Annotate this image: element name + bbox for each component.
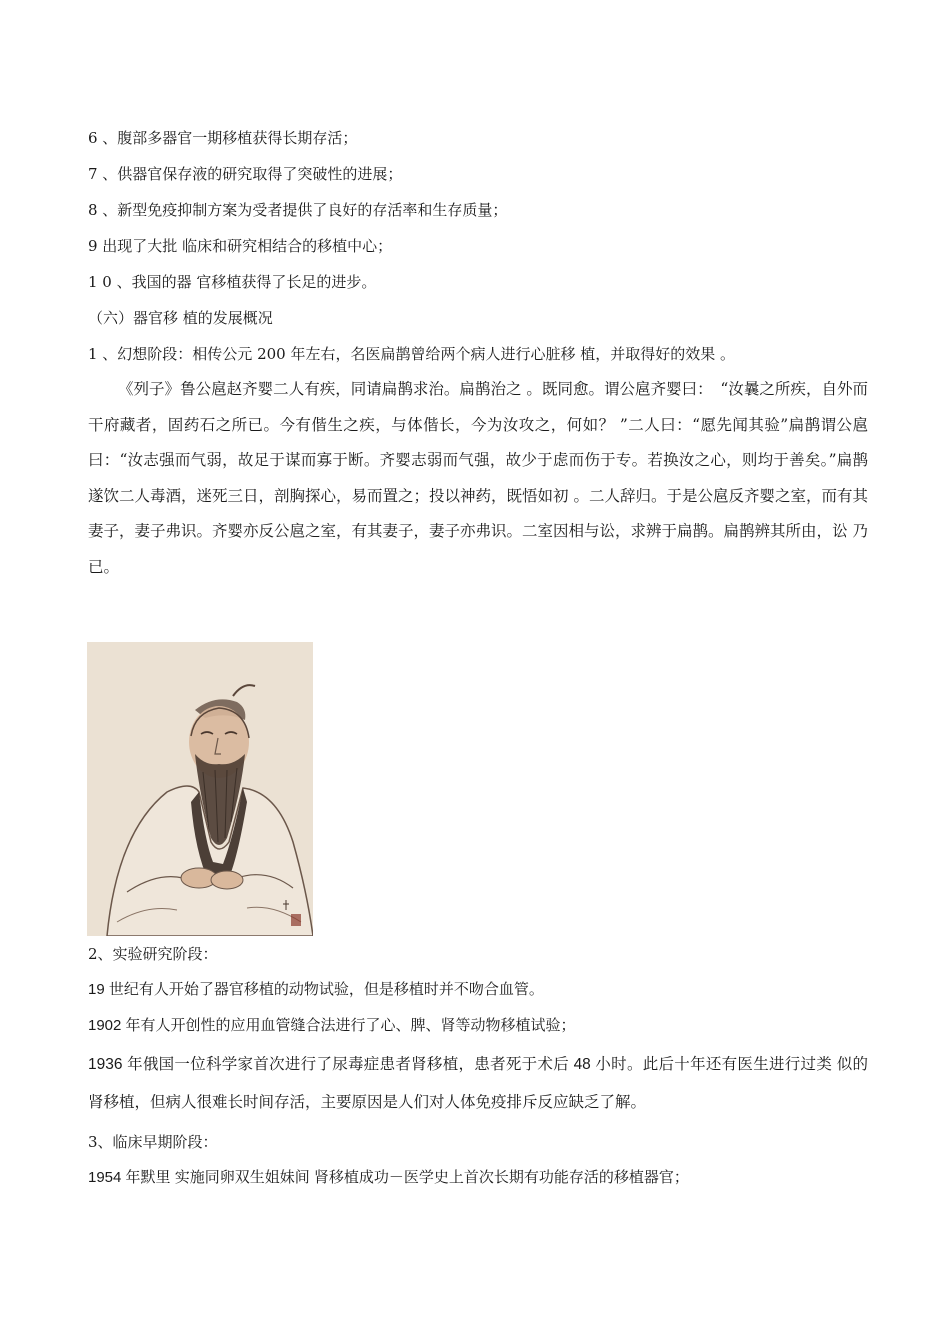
stage-2-line-2: 1902 年有人开创性的应用血管缝合法进行了心、脾、肾等动物移植试验； (88, 1017, 576, 1034)
liezi-story-paragraph: 《列子》鲁公扈赵齐婴二人有疾，同请扁鹊求治。扁鹊治之 。既同愈。谓公扈齐婴曰： “汝曩之所疾，自外而干府藏者，固药石之所已。今有偕生之疾，与体偕长，今为汝攻之，何如？ ”二人曰：“愿先闻其验”扁鹊谓公扈曰：“汝志强而气弱，故足于谋而寡于断。齐婴志弱而气强，故少于虑而伤于专。若换汝之心，则均于善矣。”扁鹊遂饮二人毒酒，迷死三日，剖胸探心，易而置之；投以神药，既悟如初 。二人辞归。于是公扈反齐婴之室，而有其妻子，妻子弗识。齐婴亦反公扈之室，有其妻子，妻子亦弗识。二室因相与讼，求辨于扁鹊。扁鹊辨其所由，讼 乃已。 (88, 380, 868, 576)
stage-2-heading: 2、实验研究阶段： (88, 945, 218, 963)
portrait-figure (87, 642, 313, 936)
portrait-bian-que-image (87, 642, 313, 936)
stage-3-line-1: 1954 年默里 实施同卵双生姐妹间 肾移植成功－医学史上首次长期有功能存活的移植器官； (88, 1169, 689, 1186)
stage-1-text: 1 、幻想阶段：相传公元 200 年左右，名医扁鹊曾给两个病人进行心脏移 植，并取得好的效果 。 (88, 345, 736, 363)
stage-2-line-1: 19 世纪有人开始了器官移植的动物试验，但是移植时并不吻合血管。 (88, 981, 544, 998)
list-item-10: 1 0 、我国的器 官移植获得了长足的进步。 (88, 273, 377, 291)
list-item-8: 8 、新型免疫抑制方案为受者提供了良好的存活率和生存质量； (88, 201, 508, 219)
list-item-9: 9 出现了大批 临床和研究相结合的移植中心； (88, 237, 393, 255)
section-heading: （六）器官移 植的发展概况 (88, 309, 273, 327)
stage-2-paragraph: 1936 年俄国一位科学家首次进行了尿毒症患者肾移植，患者死于术后 48 小时。此后十年还有医生进行过类 似的肾移植，但病人很难长时间存活，主要原因是人们对人体免疫排斥反应缺乏了解。 (88, 1056, 868, 1111)
list-item-7: 7 、供器官保存液的研究取得了突破性的进展； (88, 165, 403, 183)
stage-3-heading: 3、临床早期阶段： (88, 1133, 218, 1151)
list-item-6: 6 、腹部多器官一期移植获得长期存活； (88, 129, 358, 147)
